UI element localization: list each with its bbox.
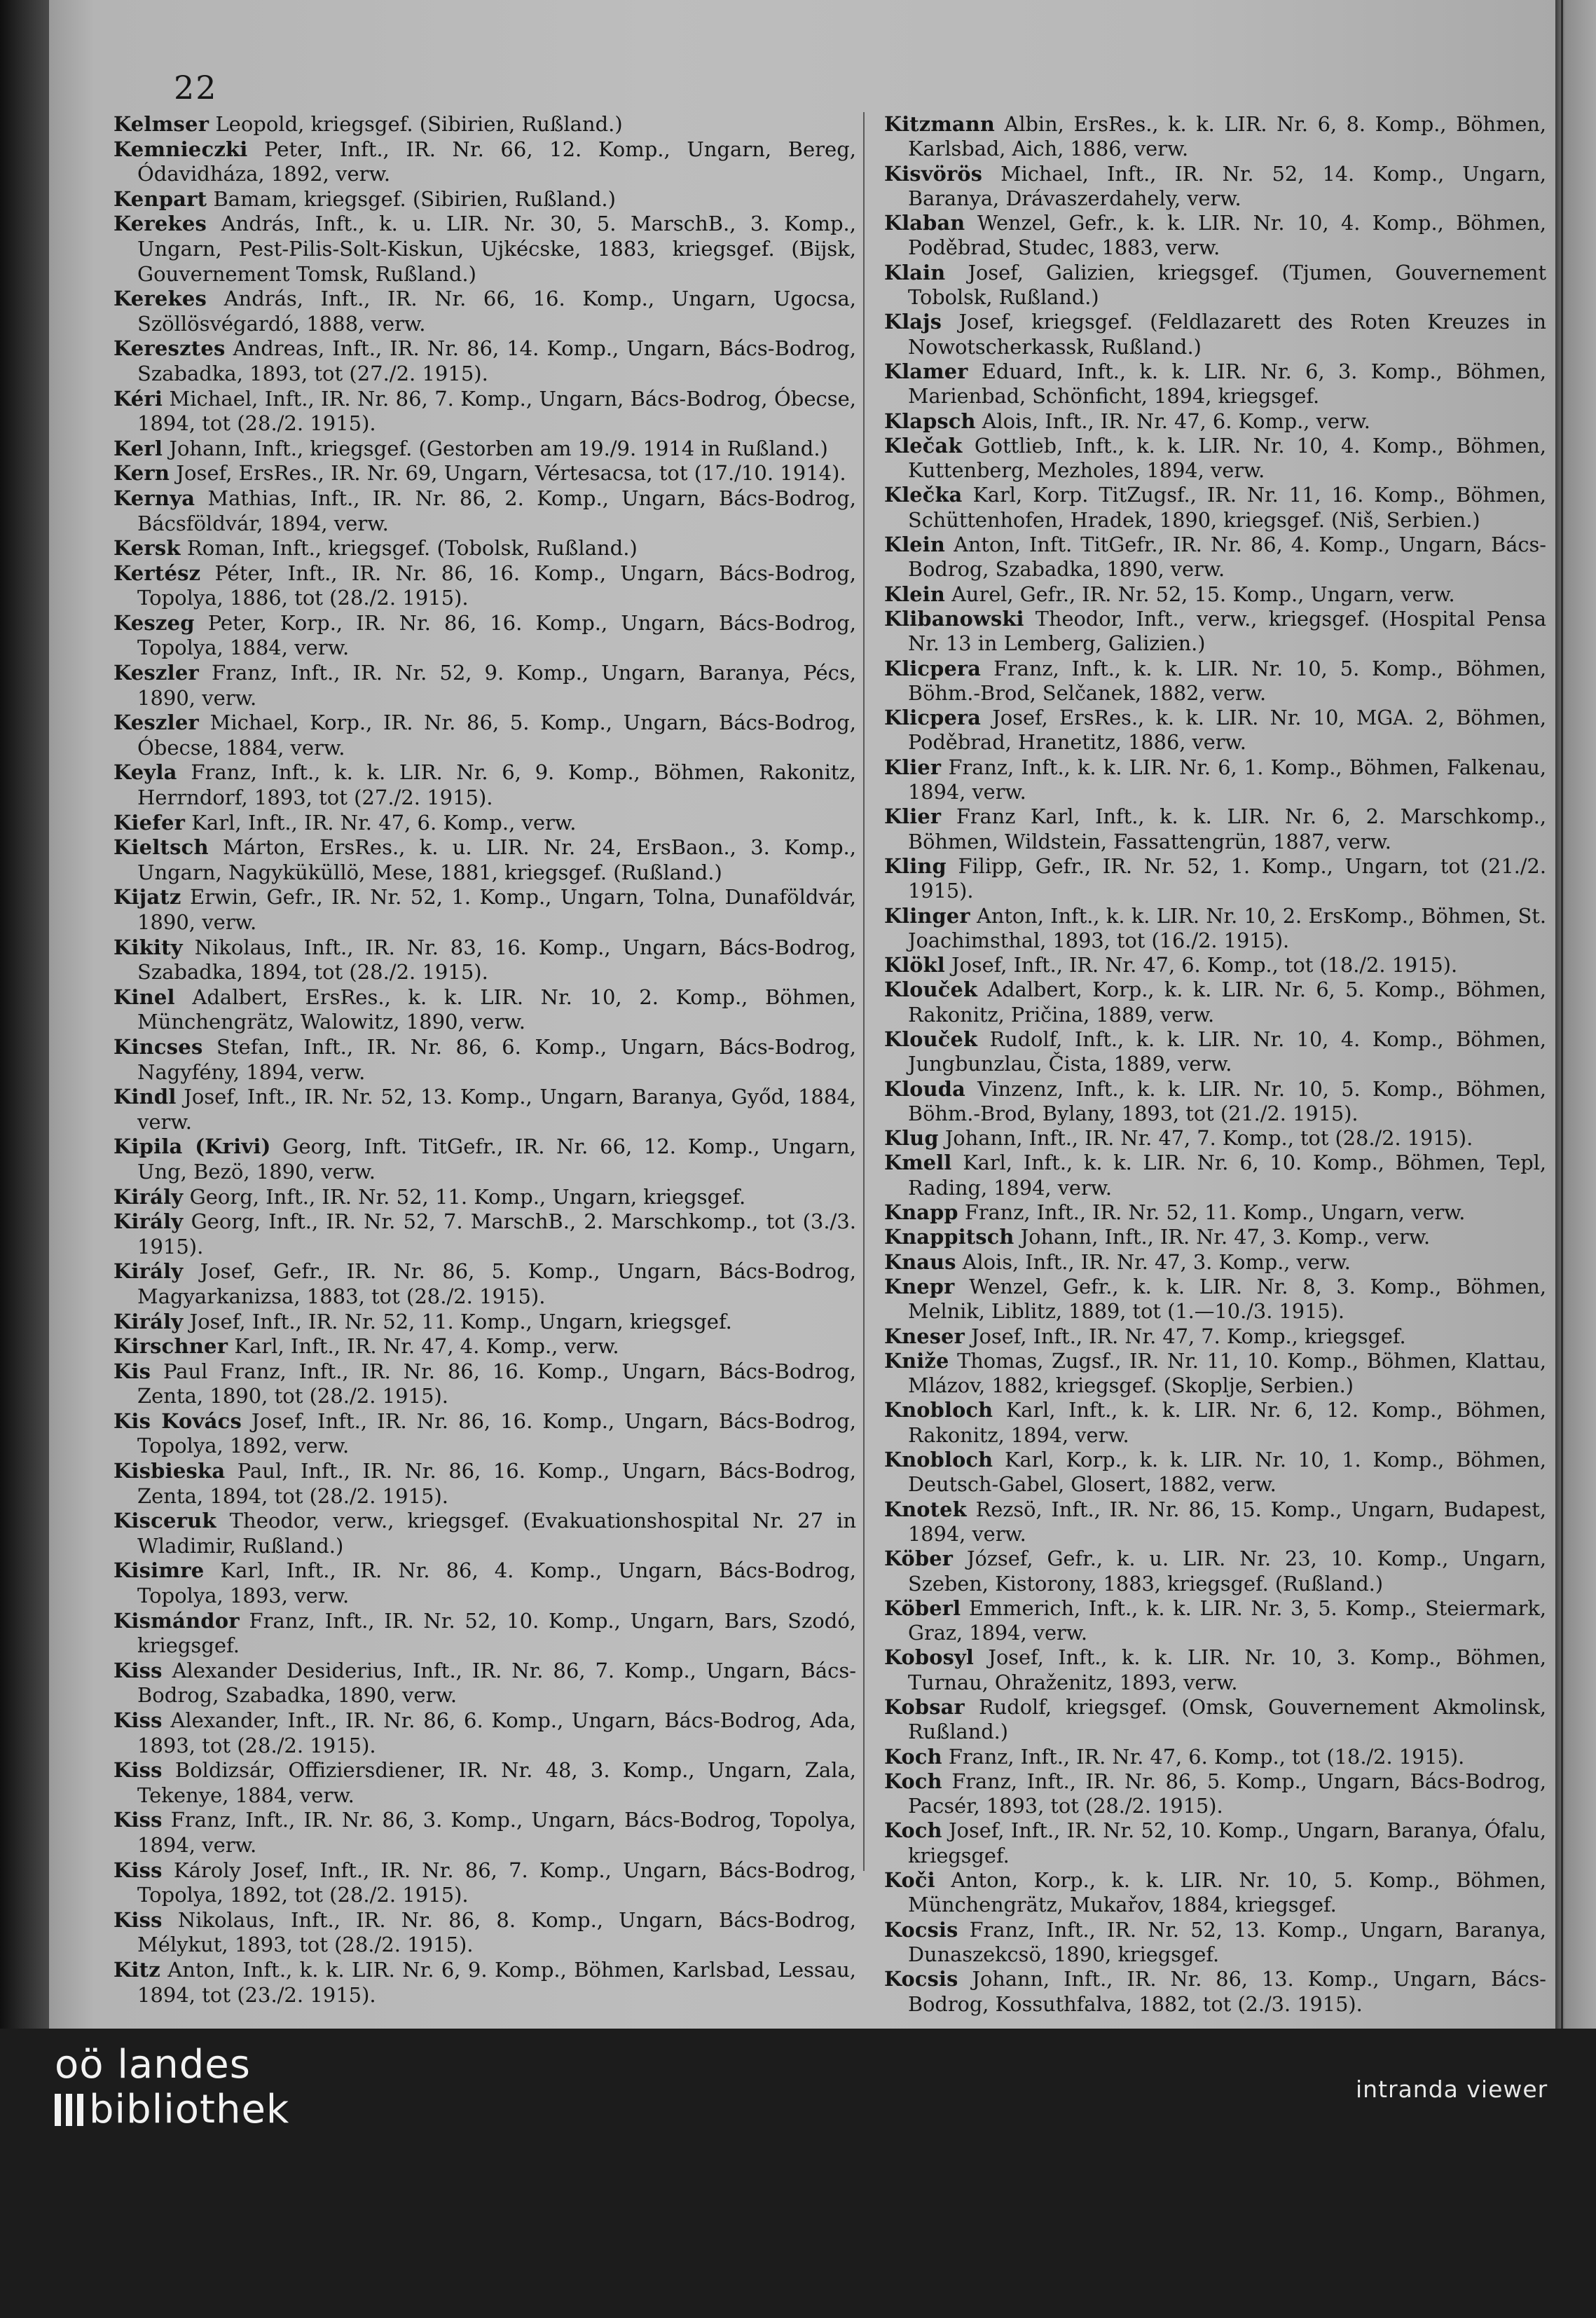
entry-surname: Király xyxy=(113,1209,184,1234)
entry-surname: Kéri xyxy=(113,386,163,411)
entry-surname: Klug xyxy=(884,1126,939,1151)
entry-details: Theodor, verw., kriegsgef. (Evakuationshospital Nr. 27 in Wladimir, Rußland.) xyxy=(137,1509,856,1558)
entry-details: András, Inft., IR. Nr. 66, 16. Komp., Ungarn, Ugocsa, Szöllösvégardó, 1888, verw. xyxy=(137,287,856,336)
entry-surname: Kis xyxy=(113,1359,151,1383)
entry-details: András, Inft., k. u. LIR. Nr. 30, 5. MarschB., 3. Komp., Ungarn, Pest-Pilis-Solt-Kiskun, Ujkécske, 1883, kriegsgef. (Bijsk, Gouvernement Tomsk, Rußland.) xyxy=(137,212,856,286)
register-entry xyxy=(113,1558,856,1608)
entry-surname: Kiss xyxy=(113,1758,163,1783)
register-entry xyxy=(884,1497,1546,1547)
entry-details: Johann, Inft., IR. Nr. 47, 7. Komp., tot (28./2. 1915). xyxy=(938,1126,1473,1151)
entry-details: Theodor, Inft., verw., kriegsgef. (Hospital Pensa Nr. 13 in Lemberg, Galizien.) xyxy=(908,606,1546,656)
entry-surname: Kikity xyxy=(113,935,183,959)
entry-details: Georg, Inft., IR. Nr. 52, 11. Komp., Ungarn, kriegsgef. xyxy=(183,1184,746,1209)
register-entry xyxy=(113,561,856,611)
entry-surname: Kiss xyxy=(113,1658,163,1682)
entry-details: Georg, Inft. TitGefr., IR. Nr. 66, 12. Komp., Ungarn, Ung, Bezö, 1890, verw. xyxy=(137,1134,856,1184)
entry-details: Karl, Korp. TitZugsf., IR. Nr. 11, 16. Komp., Böhmen, Schüttenhofen, Hradek, 1890, kriegsgef. (Niš, Serbien.) xyxy=(908,483,1546,532)
entry-surname: Knappitsch xyxy=(884,1225,1014,1249)
entry-details: Josef, kriegsgef. (Feldlazarett des Roten Kreuzes in Nowotscherkassk, Rußland.) xyxy=(908,310,1546,359)
entry-details: Aurel, Gefr., IR. Nr. 52, 15. Komp., Ungarn, verw. xyxy=(945,582,1455,606)
entry-details: Péter, Inft., IR. Nr. 86, 16. Komp., Ungarn, Bács-Bodrog, Topolya, 1886, tot (28./2. 1915). xyxy=(137,561,856,610)
entry-surname: Keszeg xyxy=(113,610,195,635)
register-entry xyxy=(884,1967,1546,2017)
entry-details: Karl, Inft., IR. Nr. 47, 6. Komp., verw. xyxy=(185,810,577,835)
entry-surname: Kinel xyxy=(113,985,175,1009)
register-entry xyxy=(884,434,1546,484)
entry-details: Josef, Inft., IR. Nr. 52, 13. Komp., Ungarn, Baranya, Győd, 1884, verw. xyxy=(137,1085,856,1134)
entry-details: Alois, Inft., IR. Nr. 47, 3. Komp., verw. xyxy=(956,1249,1351,1274)
entry-details: Eduard, Inft., k. k. LIR. Nr. 6, 3. Komp., Böhmen, Marienbad, Schönficht, 1894, kriegsgef. xyxy=(908,359,1546,409)
register-entry xyxy=(113,112,856,137)
register-entry xyxy=(884,1596,1546,1646)
register-entry xyxy=(113,835,856,885)
logo-text-top: oö landes xyxy=(55,2042,251,2087)
entry-details: Franz, Inft., k. k. LIR. Nr. 6, 1. Komp., Böhmen, Falkenau, 1894, verw. xyxy=(908,755,1546,804)
entry-details: Georg, Inft., IR. Nr. 52, 7. MarschB., 2. Marschkomp., tot (3./3. 1915). xyxy=(137,1209,856,1259)
entry-details: Josef, Inft., IR. Nr. 47, 6. Komp., tot (18./2. 1915). xyxy=(944,953,1458,978)
register-entry xyxy=(113,486,856,536)
register-entry xyxy=(113,1609,856,1659)
entry-details: Anton, Inft., k. k. LIR. Nr. 10, 2. ErsKomp., Böhmen, St. Joachimsthal, 1893, tot (16./2. 1915). xyxy=(908,903,1546,952)
register-entry xyxy=(884,804,1546,854)
entry-surname: Kmell xyxy=(884,1151,952,1175)
register-entry xyxy=(884,1126,1546,1151)
entry-surname: Kiefer xyxy=(113,810,186,835)
entry-details: Alexander Desiderius, Inft., IR. Nr. 86, 7. Komp., Ungarn, Bács-Bodrog, Szabadka, 1890, verw. xyxy=(137,1658,856,1708)
entry-surname: Kitzmann xyxy=(884,112,995,136)
entry-details: Emmerich, Inft., k. k. LIR. Nr. 3, 5. Komp., Steiermark, Graz, 1894, verw. xyxy=(908,1596,1546,1645)
register-entry xyxy=(884,1868,1546,1918)
register-entry xyxy=(884,582,1546,607)
entry-surname: Kelmser xyxy=(113,112,209,136)
register-entry xyxy=(113,1259,856,1309)
entry-details: Boldizsár, Offiziersdiener, IR. Nr. 48, 3. Komp., Ungarn, Zala, Tekenye, 1884, verw. xyxy=(137,1758,856,1807)
viewer-brand-label: intranda viewer xyxy=(1356,2076,1548,2103)
register-entry xyxy=(884,1027,1546,1077)
register-entry xyxy=(113,661,856,711)
entry-surname: Kocsis xyxy=(884,1967,958,1991)
entry-details: Franz Karl, Inft., k. k. LIR. Nr. 6, 2. Marschkomp., Böhmen, Wildstein, Fassattengrün, 1887, verw. xyxy=(908,804,1546,853)
entry-surname: Kertész xyxy=(113,561,201,585)
entry-surname: Koch xyxy=(884,1744,942,1769)
entry-details: Josef, Inft., IR. Nr. 86, 16. Komp., Ungarn, Bács-Bodrog, Topolya, 1892, verw. xyxy=(137,1408,856,1458)
left-column xyxy=(113,112,856,2008)
entry-surname: Klinger xyxy=(884,903,970,928)
entry-details: Franz, Inft., IR. Nr. 47, 6. Komp., tot (18./2. 1915). xyxy=(942,1744,1465,1769)
entry-surname: Kitz xyxy=(113,1957,160,1982)
entry-details: Károly Josef, Inft., IR. Nr. 86, 7. Komp., Ungarn, Bács-Bodrog, Topolya, 1892, tot (28./2. 1915). xyxy=(137,1858,856,1907)
register-entry xyxy=(113,1409,856,1459)
entry-details: Peter, Inft., IR. Nr. 66, 12. Komp., Ungarn, Bereg, Ódavidháza, 1892, verw. xyxy=(137,137,856,186)
entry-details: Alois, Inft., IR. Nr. 47, 6. Komp., verw. xyxy=(975,409,1370,433)
entry-surname: Klicpera xyxy=(884,706,982,730)
register-entry xyxy=(113,1334,856,1359)
register-entry xyxy=(113,935,856,985)
register-entry xyxy=(113,461,856,486)
entry-details: Andreas, Inft., IR. Nr. 86, 14. Komp., Ungarn, Bács-Bodrog, Szabadka, 1893, tot (27./2. 1915). xyxy=(137,336,856,385)
entry-details: Karl, Inft., k. k. LIR. Nr. 6, 12. Komp., Böhmen, Rakonitz, 1894, verw. xyxy=(908,1398,1546,1447)
entry-surname: Klier xyxy=(884,755,942,779)
entry-details: Josef, Inft., IR. Nr. 52, 10. Komp., Ungarn, Baranya, Ófalu, kriegsgef. xyxy=(908,1818,1546,1867)
register-entry xyxy=(884,261,1546,310)
entry-details: Mathias, Inft., IR. Nr. 86, 2. Komp., Ungarn, Bács-Bodrog, Bácsföldvár, 1894, verw. xyxy=(137,486,856,535)
library-logo[interactable] xyxy=(55,2043,289,2132)
register-entry xyxy=(884,1745,1546,1769)
entry-details: Michael, Inft., IR. Nr. 86, 7. Komp., Ungarn, Bács-Bodrog, Óbecse, 1894, tot (28./2. 1915). xyxy=(137,386,856,436)
register-entry xyxy=(884,1547,1546,1596)
entry-surname: Kobsar xyxy=(884,1695,965,1719)
entry-surname: Kirschner xyxy=(113,1334,228,1359)
register-entry xyxy=(884,1275,1546,1324)
register-entry xyxy=(113,1858,856,1908)
entry-surname: Klibanowski xyxy=(884,606,1024,631)
entry-surname: Kenpart xyxy=(113,186,207,211)
entry-details: Karl, Korp., k. k. LIR. Nr. 10, 1. Komp., Böhmen, Deutsch-Gabel, Glosert, 1882, verw. xyxy=(908,1448,1546,1497)
register-entry xyxy=(884,1324,1546,1349)
entry-details: Johann, Inft., IR. Nr. 86, 13. Komp., Ungarn, Bács-Bodrog, Kossuthfalva, 1882, tot (2./3. 1915). xyxy=(908,1967,1546,2016)
entry-surname: Klouček xyxy=(884,1027,978,1051)
page-number: 22 xyxy=(174,69,218,107)
entry-details: Paul Franz, Inft., IR. Nr. 86, 16. Komp., Ungarn, Bács-Bodrog, Zenta, 1890, tot (28./2. 1915). xyxy=(137,1359,856,1408)
register-entry xyxy=(113,1185,856,1210)
logo-text-bottom: bibliothek xyxy=(89,2087,290,2132)
register-entry xyxy=(884,953,1546,978)
register-entry xyxy=(113,711,856,760)
entry-surname: Knotek xyxy=(884,1497,967,1521)
register-entry xyxy=(884,1695,1546,1745)
register-entry xyxy=(113,1085,856,1134)
register-entry xyxy=(884,1918,1546,1968)
entry-surname: Klain xyxy=(884,260,946,284)
entry-surname: Király xyxy=(113,1309,184,1333)
entry-details: Karl, Inft., IR. Nr. 86, 4. Komp., Ungarn, Bács-Bodrog, Topolya, 1893, verw. xyxy=(137,1558,856,1608)
entry-surname: Klicpera xyxy=(884,656,982,680)
register-entry xyxy=(113,1035,856,1085)
entry-details: Bamam, kriegsgef. (Sibirien, Rußland.) xyxy=(207,186,616,211)
entry-details: Wenzel, Gefr., k. k. LIR. Nr. 8, 3. Komp., Böhmen, Melnik, Liblitz, 1889, tot (1.—10./3. 1915). xyxy=(908,1274,1546,1324)
entry-details: Thomas, Zugsf., IR. Nr. 11, 10. Komp., Böhmen, Klattau, Mlázov, 1882, kriegsgef. (Skoplje, Serbien.) xyxy=(908,1348,1546,1398)
entry-details: Johann, Inft., kriegsgef. (Gestorben am 19./9. 1914 in Rußland.) xyxy=(163,436,828,460)
entry-surname: Klečka xyxy=(884,483,963,507)
entry-surname: Kisvörös xyxy=(884,161,983,186)
entry-surname: Kiss xyxy=(113,1907,163,1932)
register-entry xyxy=(113,1509,856,1558)
entry-details: Franz, Inft., IR. Nr. 52, 11. Komp., Ungarn, verw. xyxy=(958,1200,1466,1225)
register-entry xyxy=(113,187,856,212)
entry-surname: Kisbieska xyxy=(113,1459,226,1483)
register-entry xyxy=(884,112,1546,162)
register-entry xyxy=(113,1908,856,1958)
register-entry xyxy=(884,1818,1546,1868)
entry-details: Josef, ErsRes., IR. Nr. 69, Ungarn, Vértesacsa, tot (17./10. 1914). xyxy=(170,461,846,486)
entry-details: Anton, Inft. TitGefr., IR. Nr. 86, 4. Komp., Ungarn, Bács-Bodrog, Szabadka, 1890, verw. xyxy=(908,533,1546,582)
entry-surname: Kincses xyxy=(113,1034,203,1059)
register-entry xyxy=(113,1708,856,1758)
entry-surname: Köberl xyxy=(884,1596,961,1620)
register-entry xyxy=(113,611,856,661)
entry-surname: Kijatz xyxy=(113,885,181,910)
register-entry xyxy=(884,1398,1546,1448)
entry-surname: Knaus xyxy=(884,1249,956,1274)
register-entry xyxy=(113,1134,856,1184)
entry-details: Franz, Inft., IR. Nr. 86, 3. Komp., Ungarn, Bács-Bodrog, Topolya, 1894, verw. xyxy=(137,1808,856,1857)
entry-details: Nikolaus, Inft., IR. Nr. 83, 16. Komp., Ungarn, Bács-Bodrog, Szabadka, 1894, tot (28./2. 1915). xyxy=(137,935,856,985)
register-entry xyxy=(884,211,1546,261)
register-entry xyxy=(113,212,856,287)
register-entry xyxy=(113,811,856,836)
entry-details: Josef, Inft., IR. Nr. 52, 11. Komp., Ungarn, kriegsgef. xyxy=(183,1309,732,1333)
entry-surname: Kemnieczki xyxy=(113,137,248,161)
entry-details: Peter, Korp., IR. Nr. 86, 16. Komp., Ungarn, Bács-Bodrog, Topolya, 1884, verw. xyxy=(137,610,856,660)
entry-details: Alexander, Inft., IR. Nr. 86, 6. Komp., Ungarn, Bács-Bodrog, Ada, 1893, tot (28./2. 1915). xyxy=(137,1708,856,1757)
right-column xyxy=(884,112,1546,2017)
register-entry xyxy=(884,483,1546,533)
entry-details: Karl, Inft., k. k. LIR. Nr. 6, 10. Komp., Böhmen, Tepl, Rading, 1894, verw. xyxy=(908,1151,1546,1200)
entry-details: Vinzenz, Inft., k. k. LIR. Nr. 10, 5. Komp., Böhmen, Böhm.-Brod, Bylany, 1893, tot (21./2. 1915). xyxy=(908,1076,1546,1125)
entry-surname: Klapsch xyxy=(884,409,976,433)
register-entry xyxy=(884,1225,1546,1249)
entry-details: Nikolaus, Inft., IR. Nr. 86, 8. Komp., Ungarn, Bács-Bodrog, Mélykut, 1893, tot (28./2. 1915). xyxy=(137,1907,856,1957)
entry-surname: Klaban xyxy=(884,211,965,235)
entry-details: Franz, Inft., k. k. LIR. Nr. 10, 5. Komp., Böhmen, Böhm.-Brod, Selčanek, 1882, verw. xyxy=(908,656,1546,705)
entry-details: Josef, Gefr., IR. Nr. 86, 5. Komp., Ungarn, Bács-Bodrog, Magyarkanizsa, 1883, tot (28./2. 1915). xyxy=(137,1259,856,1308)
entry-surname: Király xyxy=(113,1259,184,1284)
register-entry xyxy=(884,1200,1546,1225)
entry-surname: Kismándor xyxy=(113,1608,240,1633)
entry-surname: Klouček xyxy=(884,978,978,1002)
entry-surname: Koch xyxy=(884,1818,942,1843)
register-entry xyxy=(884,1077,1546,1127)
entry-details: Adalbert, Korp., k. k. LIR. Nr. 6, 5. Komp., Böhmen, Rakonitz, Pričina, 1889, verw. xyxy=(908,978,1546,1027)
entry-details: Franz, Inft., IR. Nr. 52, 13. Komp., Ungarn, Baranya, Dunaszekcsö, 1890, kriegsgef. xyxy=(908,1917,1546,1966)
entry-details: Filipp, Gefr., IR. Nr. 52, 1. Komp., Ungarn, tot (21./2. 1915). xyxy=(908,853,1546,903)
register-entry xyxy=(113,1459,856,1509)
register-entry xyxy=(884,1151,1546,1200)
entry-surname: Knepr xyxy=(884,1274,955,1298)
register-entry xyxy=(113,387,856,437)
entry-details: Franz, Inft., IR. Nr. 86, 5. Komp., Ungarn, Bács-Bodrog, Pacsér, 1893, tot (28./2. 1915). xyxy=(908,1769,1546,1818)
entry-details: Franz, Inft., IR. Nr. 52, 10. Komp., Ungarn, Bars, Szodó, kriegsgef. xyxy=(137,1608,856,1658)
register-entry xyxy=(113,1209,856,1259)
entry-details: Leopold, kriegsgef. (Sibirien, Rußland.) xyxy=(209,112,623,136)
entry-surname: Kernya xyxy=(113,486,195,510)
entry-surname: Knapp xyxy=(884,1200,958,1225)
register-entry xyxy=(113,536,856,561)
column-divider xyxy=(863,112,865,1871)
entry-details: Stefan, Inft., IR. Nr. 86, 6. Komp., Ungarn, Bács-Bodrog, Nagyfény, 1894, verw. xyxy=(137,1034,856,1084)
entry-surname: Kiss xyxy=(113,1858,163,1882)
entry-details: József, Gefr., k. u. LIR. Nr. 23, 10. Komp., Ungarn, Szeben, Kistorony, 1883, kriegsgef. (Rußland.) xyxy=(908,1547,1546,1596)
register-entry xyxy=(884,310,1546,359)
register-entry xyxy=(113,1310,856,1335)
entry-details: Michael, Korp., IR. Nr. 86, 5. Komp., Ungarn, Bács-Bodrog, Óbecse, 1884, verw. xyxy=(137,711,856,760)
entry-details: Michael, Inft., IR. Nr. 52, 14. Komp., Ungarn, Baranya, Drávaszerdahely, verw. xyxy=(908,161,1546,210)
entry-details: Josef, Galizien, kriegsgef. (Tjumen, Gouvernement Tobolsk, Rußland.) xyxy=(908,260,1546,310)
entry-details: Franz, Inft., IR. Nr. 52, 9. Komp., Ungarn, Baranya, Pécs, 1890, verw. xyxy=(137,661,856,710)
register-entry xyxy=(884,359,1546,409)
entry-surname: Klier xyxy=(884,804,942,829)
entry-details: Wenzel, Gefr., k. k. LIR. Nr. 10, 4. Komp., Böhmen, Poděbrad, Studec, 1883, verw. xyxy=(908,211,1546,260)
entry-surname: Kling xyxy=(884,853,947,878)
register-entry xyxy=(884,657,1546,706)
entry-details: Josef, Inft., k. k. LIR. Nr. 10, 3. Komp., Böhmen, Turnau, Ohraženitz, 1893, verw. xyxy=(908,1645,1546,1694)
entry-details: Rudolf, kriegsgef. (Omsk, Gouvernement Akmolinsk, Rußland.) xyxy=(908,1695,1546,1744)
register-entry xyxy=(113,1659,856,1708)
entry-surname: Koči xyxy=(884,1868,935,1893)
register-entry xyxy=(884,1645,1546,1695)
entry-surname: Kipila (Krivi) xyxy=(113,1134,271,1159)
register-entry xyxy=(884,1769,1546,1819)
entry-surname: Kerl xyxy=(113,436,163,460)
entry-surname: Keszler xyxy=(113,711,199,735)
entry-surname: Király xyxy=(113,1184,184,1209)
entry-surname: Köber xyxy=(884,1547,954,1571)
entry-surname: Klein xyxy=(884,582,946,606)
register-entry xyxy=(884,1250,1546,1275)
entry-surname: Klajs xyxy=(884,310,942,334)
register-entry xyxy=(884,1349,1546,1399)
entry-details: Gottlieb, Inft., k. k. LIR. Nr. 10, 4. Komp., Böhmen, Kuttenberg, Mezholes, 1894, verw. xyxy=(908,433,1546,483)
entry-surname: Kerekes xyxy=(113,212,207,236)
register-entry xyxy=(884,533,1546,582)
entry-surname: Kis Kovács xyxy=(113,1408,242,1433)
entry-surname: Kiss xyxy=(113,1808,163,1832)
register-entry xyxy=(884,409,1546,434)
entry-surname: Knobloch xyxy=(884,1448,993,1472)
entry-surname: Kniže xyxy=(884,1348,949,1373)
entry-details: Rezsö, Inft., IR. Nr. 86, 15. Komp., Ungarn, Budapest, 1894, verw. xyxy=(908,1497,1546,1546)
page-gutter-line xyxy=(1561,0,1563,2029)
register-entry xyxy=(884,904,1546,954)
register-entry xyxy=(113,760,856,810)
register-entry xyxy=(884,607,1546,657)
register-entry xyxy=(113,336,856,386)
entry-surname: Klouda xyxy=(884,1076,965,1101)
entry-details: Erwin, Gefr., IR. Nr. 52, 1. Komp., Ungarn, Tolna, Dunaföldvár, 1890, verw. xyxy=(137,885,856,934)
entry-details: Josef, Inft., IR. Nr. 47, 7. Komp., kriegsgef. xyxy=(965,1324,1406,1348)
register-entry xyxy=(884,1448,1546,1497)
entry-details: Anton, Korp., k. k. LIR. Nr. 10, 5. Komp., Böhmen, Münchengrätz, Mukařov, 1884, kriegsgef. xyxy=(908,1868,1546,1917)
entry-surname: Kieltsch xyxy=(113,835,209,860)
register-entry xyxy=(113,437,856,462)
register-entry xyxy=(113,985,856,1035)
register-entry xyxy=(884,978,1546,1027)
entry-surname: Kerekes xyxy=(113,287,207,311)
entry-surname: Kisceruk xyxy=(113,1509,216,1533)
register-entry xyxy=(113,287,856,336)
entry-surname: Kindl xyxy=(113,1085,177,1109)
entry-surname: Klein xyxy=(884,533,946,557)
entry-details: Albin, ErsRes., k. k. LIR. Nr. 6, 8. Komp., Böhmen, Karlsbad, Aich, 1886, verw. xyxy=(908,112,1546,161)
register-entry xyxy=(113,885,856,935)
register-entry xyxy=(884,854,1546,904)
entry-surname: Kocsis xyxy=(884,1917,958,1942)
entry-surname: Klamer xyxy=(884,359,968,383)
entry-surname: Kisimre xyxy=(113,1558,205,1583)
entry-surname: Koch xyxy=(884,1769,942,1793)
entry-details: Anton, Inft., k. k. LIR. Nr. 6, 9. Komp., Böhmen, Karlsbad, Lessau, 1894, tot (23./2. 1915). xyxy=(137,1957,856,2007)
entry-details: Márton, ErsRes., k. u. LIR. Nr. 24, ErsBaon., 3. Komp., Ungarn, Nagyküküllö, Mese, 1881, kriegsgef. (Rußland.) xyxy=(137,835,856,884)
entry-details: Paul, Inft., IR. Nr. 86, 16. Komp., Ungarn, Bács-Bodrog, Zenta, 1894, tot (28./2. 1915). xyxy=(137,1459,856,1508)
entry-surname: Kern xyxy=(113,461,170,486)
entry-surname: Kobosyl xyxy=(884,1645,975,1670)
register-entry xyxy=(113,1958,856,2008)
entry-surname: Kersk xyxy=(113,536,181,561)
entry-surname: Keyla xyxy=(113,760,177,785)
entry-surname: Klečak xyxy=(884,433,963,458)
entry-details: Johann, Inft., IR. Nr. 47, 3. Komp., verw. xyxy=(1014,1225,1431,1249)
register-entry xyxy=(113,1808,856,1858)
entry-surname: Knobloch xyxy=(884,1398,993,1422)
entry-details: Josef, ErsRes., k. k. LIR. Nr. 10, MGA. 2, Böhmen, Poděbrad, Hranetitz, 1886, verw. xyxy=(908,706,1546,755)
entry-surname: Klökl xyxy=(884,953,945,978)
entry-details: Franz, Inft., k. k. LIR. Nr. 6, 9. Komp., Böhmen, Rakonitz, Herrndorf, 1893, tot (27./2. 1915). xyxy=(137,760,856,810)
next-page-edge xyxy=(1555,0,1596,2029)
logo-text-bottom-row xyxy=(55,2087,289,2132)
register-entry xyxy=(884,162,1546,212)
logo-bars-icon xyxy=(55,2094,83,2126)
register-entry xyxy=(884,755,1546,805)
register-entry xyxy=(113,137,856,187)
entry-surname: Kiss xyxy=(113,1708,163,1732)
entry-details: Roman, Inft., kriegsgef. (Tobolsk, Rußland.) xyxy=(180,536,638,561)
entry-surname: Keresztes xyxy=(113,336,226,361)
register-entry xyxy=(113,1359,856,1409)
entry-details: Rudolf, Inft., k. k. LIR. Nr. 10, 4. Komp., Böhmen, Jungbunzlau, Čista, 1889, verw. xyxy=(908,1027,1546,1076)
entry-surname: Kneser xyxy=(884,1324,965,1348)
entry-details: Karl, Inft., IR. Nr. 47, 4. Komp., verw. xyxy=(228,1334,619,1359)
register-entry xyxy=(884,706,1546,755)
entry-surname: Keszler xyxy=(113,661,199,685)
register-entry xyxy=(113,1758,856,1808)
book-spine-left xyxy=(0,0,49,2029)
entry-details: Adalbert, ErsRes., k. k. LIR. Nr. 10, 2. Komp., Böhmen, Münchengrätz, Walowitz, 1890, verw. xyxy=(137,985,856,1034)
